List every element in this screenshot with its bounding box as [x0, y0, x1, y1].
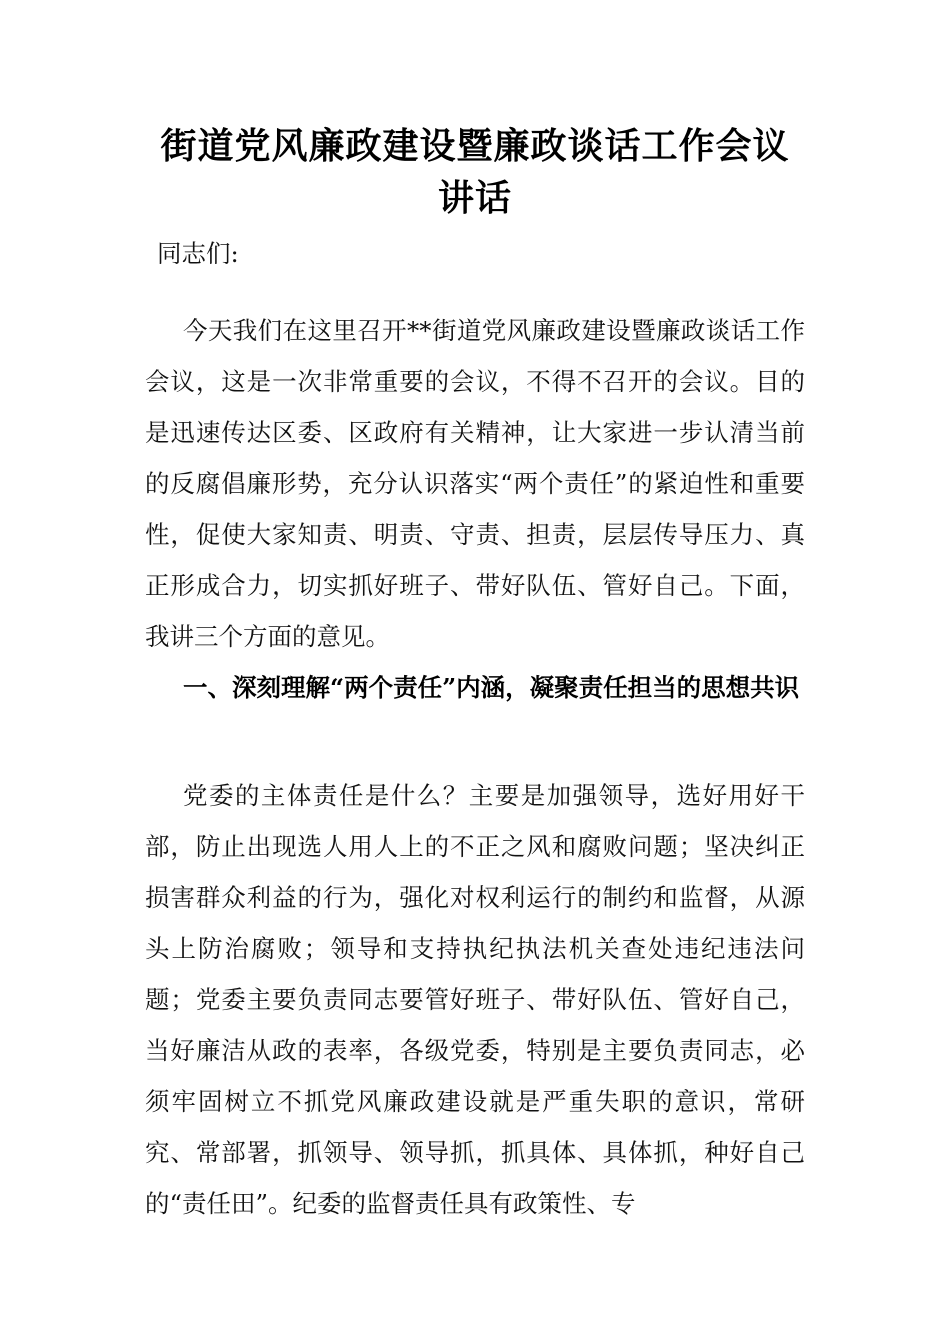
salutation: 同志们:: [157, 239, 239, 268]
section-paragraph: 党委的主体责任是什么？主要是加强领导，选好用好干部，防止出现选人用人上的不正之风和腐败问题；坚决纠正损害群众利益的行为，强化对权利运行的制约和监督，从源头上防治腐败；领导和支持执纪执法机关查处违纪违法问题；党委主要负责同志要管好班子、带好队伍、管好自己，当好廉洁从政的表率，各级党委，特别是主要负责同志，必须牢固树立不抓党风廉政建设就是严重失职的意识，常研究、常部署，抓领导、领导抓，抓具体、具体抓，种好自己的“责任田”。纪委的监督责任具有政策性、专: [145, 781, 805, 1218]
document-title: 街道党风廉政建设暨廉政谈话工作会议讲话: [160, 125, 790, 219]
intro-paragraph: 今天我们在这里召开**街道党风廉政建设暨廉政谈话工作会议，这是一次非常重要的会议，不得不召开的会议。目的是迅速传达区委、区政府有关精神，让大家进一步认清当前的反腐倡廉形势，充分认识落实“两个责任”的紧迫性和重要性，促使大家知责、明责、守责、担责，层层传导压力、真正形成合力，切实抓好班子、带好队伍、管好自己。下面，我讲三个方面的意见。: [145, 316, 805, 651]
section-heading: 一、深刻理解“两个责任”内涵，凝聚责任担当的思想共识: [183, 673, 800, 702]
